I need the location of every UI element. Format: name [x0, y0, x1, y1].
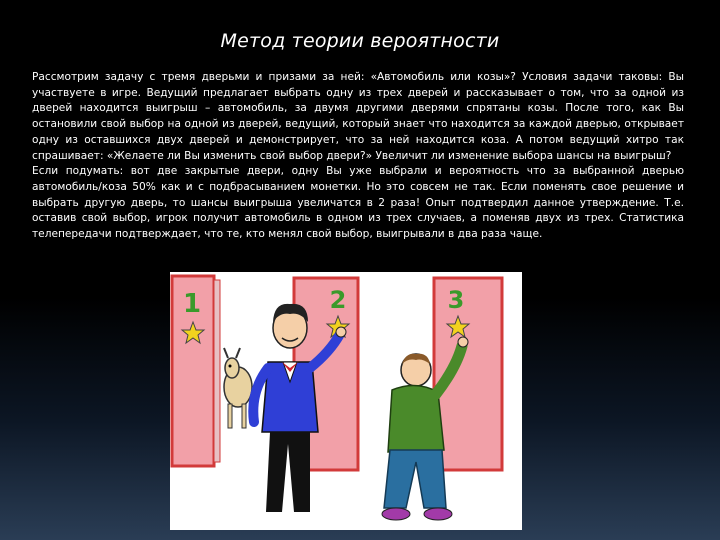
slide-body [32, 70, 684, 243]
monty-hall-illustration [170, 272, 522, 530]
door-1 [172, 276, 252, 466]
slide-title: Метод теории вероятности [220, 30, 500, 52]
door-3-number: 3 [447, 286, 465, 314]
door-1-number: 1 [182, 289, 202, 319]
paragraph-1: Рассмотрим задачу с тремя дверьми и призами за ней: «Автомобиль или козы»? Условия задачи таковы: Вы участвуете в игре. Ведущий предлагает выбрать одну из трех дверей и рассказывает о том, что за одной из дверей находится выигрыш – автомобиль, за двумя другими дверями спрятаны козы. После того, как Вы остановили свой выбор на одной из дверей, ведущий, который знает что находится за каждой дверью, открывает одну из оставшихся двух дверей и демонстрирует, что за ней находится коза. А потом ведущий хитро так спрашивает: «Желаете ли Вы изменить свой выбор двери?» Увеличит ли изменение выбора шансы на выигрыш? [32, 71, 684, 162]
paragraph-2: Если подумать: вот две закрытые двери, одну Вы уже выбрали и вероятность что за выбранной дверью автомобиль/коза 50% как и с подбрасыванием монетки. Но это совсем не так. Если поменять свое решение и выбрать другую дверь, то шансы выигрыша увеличатся в 2 раза! Опыт подтвердил данное утверждение. Т.е. оставив свой выбор, игрок получит автомобиль в одном из трех случаев, а поменяв двух из трех. Статистика телепередачи подтверждает, что те, кто менял свой выбор, выигрывали в два раза чаще. [32, 165, 684, 241]
door-2-number: 2 [329, 286, 347, 314]
goat [224, 348, 252, 428]
